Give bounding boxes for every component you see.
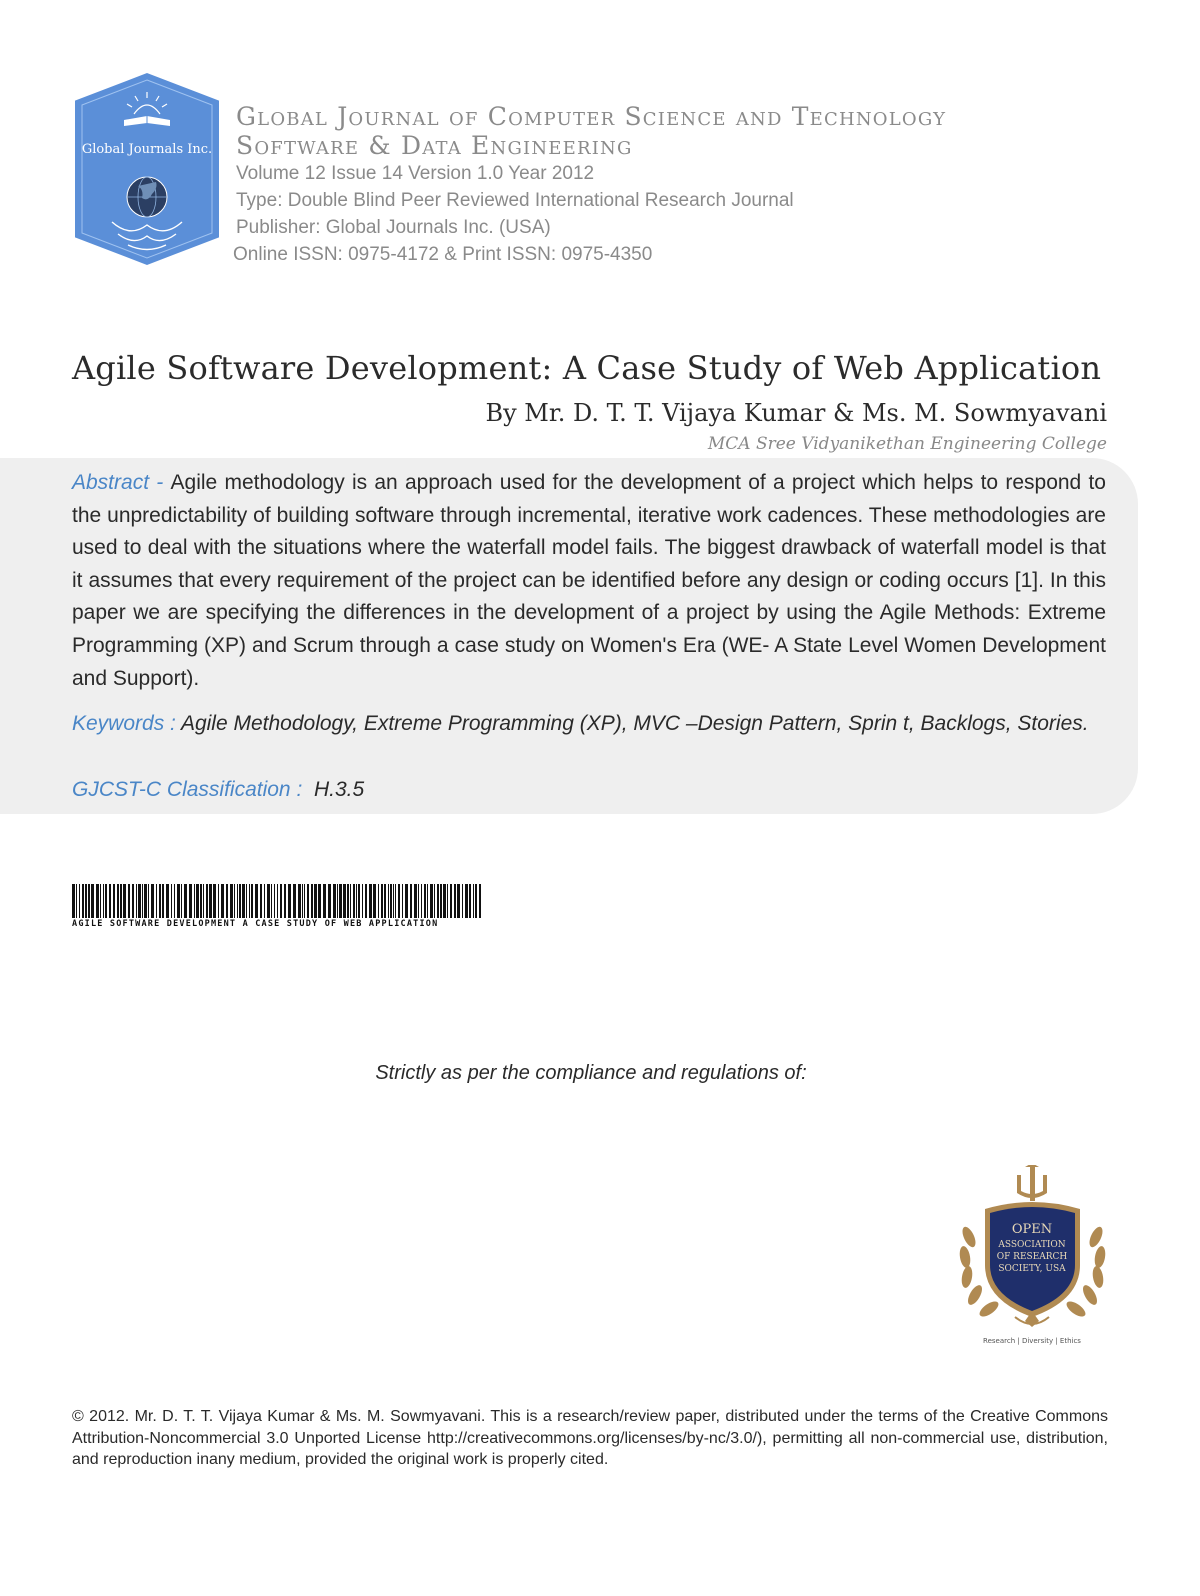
barcode-bar xyxy=(209,884,212,918)
barcode-bar xyxy=(79,884,80,918)
barcode-bar xyxy=(103,884,104,918)
barcode-text: AGILE SOFTWARE DEVELOPMENT A CASE STUDY OF WEB APPLICATION xyxy=(72,919,439,929)
keywords-text: Agile Methodology, Extreme Programming (XP), MVC –Design Pattern, Sprin t, Backlogs, Stories. xyxy=(180,712,1089,735)
barcode-bar xyxy=(311,884,313,918)
barcode-bar xyxy=(156,884,157,918)
barcode-bar xyxy=(350,884,351,918)
barcode-bar xyxy=(181,884,182,918)
barcode-bar xyxy=(151,884,154,918)
barcode-bar xyxy=(72,884,75,918)
barcode-bar xyxy=(76,884,77,918)
barcode-bar xyxy=(333,884,336,918)
barcode-bar xyxy=(249,884,250,918)
barcode-bar xyxy=(171,884,172,918)
barcode-bar xyxy=(174,884,175,918)
logo-shield-icon xyxy=(72,70,222,268)
barcode-bar xyxy=(378,884,379,918)
seal-line4: SOCIETY, USA xyxy=(998,1264,1066,1274)
license-text: © 2012. Mr. D. T. T. Vijaya Kumar & Ms. M. Sowmyavani. This is a research/review paper, distributed under the terms of the Creative Commons Attribution-Noncommercial 3.0 Unported License http://creativecommons.org/licenses/by-nc/3.0/), permitting all non-commercial use, distribution, and reproduction inany medium, provided the original work is properly cited. xyxy=(72,1408,1108,1468)
barcode-bar xyxy=(318,884,321,918)
abstract-label: Abstract - xyxy=(72,471,171,494)
barcode-bar xyxy=(475,884,477,918)
barcode-bar xyxy=(358,884,360,918)
barcode-bar xyxy=(465,884,468,918)
barcode-bar xyxy=(196,884,199,918)
keywords xyxy=(72,709,1106,738)
barcode-bar xyxy=(237,884,238,918)
barcode-bar xyxy=(148,884,149,918)
barcode-bar xyxy=(246,884,247,918)
barcode-bar xyxy=(405,884,408,918)
barcode-bar xyxy=(142,884,143,918)
barcode-bar xyxy=(213,884,216,918)
barcode-bar xyxy=(280,884,282,918)
barcode-bar xyxy=(177,884,180,918)
abstract xyxy=(72,467,1106,695)
barcode-bar xyxy=(457,884,460,918)
seal-emblem-icon xyxy=(955,1165,1110,1347)
barcode-bar xyxy=(307,884,309,918)
barcode-bar xyxy=(120,884,122,918)
barcode-bar xyxy=(343,884,346,918)
barcode-bar xyxy=(91,884,94,918)
abstract-text: Agile methodology is an approach used for the development of a project which helps to respond to the unpredictability of building software through incremental, iterative work cadences. These methodologies are used to deal with the situations where the waterfall model fails. The biggest drawback of waterfall model is that it assumes that every requirement of the project can be identified before any design or coding occurs [1]. In this paper we are specifying the differences in the development of a project by using the Agile Methods: Extreme Programming (XP) and Scrum through a case study on Women's Era (WE- A State Level Women Development and Support). xyxy=(72,471,1106,690)
barcode-bar xyxy=(414,884,417,918)
journal-volume: Volume 12 Issue 14 Version 1.0 Year 2012 xyxy=(236,163,595,184)
global-journals-logo xyxy=(72,70,222,268)
barcode-bar xyxy=(159,884,161,918)
barcode-bar xyxy=(390,884,392,918)
barcode-bar xyxy=(260,884,262,918)
barcode-bar xyxy=(132,884,134,918)
barcode-bar xyxy=(251,884,253,918)
barcode-bar xyxy=(395,884,396,918)
seal-line1: OPEN xyxy=(1011,1222,1053,1237)
barcode-bar xyxy=(356,884,357,918)
barcode-bar xyxy=(162,884,164,918)
journal-info xyxy=(233,102,947,268)
barcode-bar xyxy=(288,884,291,918)
barcode-bar xyxy=(271,884,272,918)
barcode-bar xyxy=(226,884,228,918)
barcode-bar xyxy=(450,884,452,918)
logo-text: Global Journals Inc. xyxy=(81,142,213,157)
barcode-bar xyxy=(302,884,303,918)
barcode-bar xyxy=(440,884,442,918)
barcode-bar xyxy=(267,884,270,918)
barcode-bar xyxy=(218,884,219,918)
barcode-bar xyxy=(113,884,115,918)
barcode-bar xyxy=(293,884,296,918)
barcode-bar xyxy=(203,884,204,918)
journal-type: Type: Double Blind Peer Reviewed International Research Journal xyxy=(236,190,794,211)
journal-publisher: Publisher: Global Journals Inc. (USA) xyxy=(236,217,551,238)
barcode-bar xyxy=(100,884,101,918)
barcode-bar xyxy=(424,884,426,918)
barcode-bar xyxy=(454,884,456,918)
barcode-bar xyxy=(347,884,349,918)
barcode-bar xyxy=(206,884,208,918)
barcode-bar xyxy=(427,884,428,918)
barcode-bar xyxy=(398,884,400,918)
barcode-bar xyxy=(117,884,119,918)
barcode-bar xyxy=(144,884,147,918)
paper-authors: By Mr. D. T. T. Vijaya Kumar & Ms. M. Sowmyavani xyxy=(485,399,1107,427)
barcode-bar xyxy=(353,884,355,918)
barcode-bar xyxy=(128,884,130,918)
barcode-bar xyxy=(123,884,126,918)
barcode-bar xyxy=(369,884,372,918)
compliance-note: Strictly as per the compliance and regulations of: xyxy=(375,1062,807,1084)
barcode-bar xyxy=(462,884,463,918)
barcode-bar xyxy=(96,884,99,918)
barcode-bar xyxy=(443,884,446,918)
barcode-bar xyxy=(234,884,235,918)
barcode-bar xyxy=(85,884,87,918)
barcode-bar xyxy=(284,884,286,918)
barcode-bar xyxy=(189,884,192,918)
barcode-bar xyxy=(479,884,481,918)
barcode-bar xyxy=(298,884,301,918)
barcode-bar xyxy=(138,884,141,918)
paper-affiliation: MCA Sree Vidyanikethan Engineering College xyxy=(707,434,1107,454)
keywords-label: Keywords : xyxy=(72,712,181,735)
open-association-seal xyxy=(955,1165,1110,1347)
barcode-bar xyxy=(88,884,90,918)
paper-title: Agile Software Development: A Case Study of Web Application xyxy=(72,349,1102,387)
seal-line2: ASSOCIATION xyxy=(998,1240,1066,1250)
barcode-bar xyxy=(339,884,342,918)
barcode-bar xyxy=(105,884,107,918)
barcode-bar xyxy=(421,884,422,918)
barcode-bar xyxy=(184,884,187,918)
barcode-bar xyxy=(362,884,363,918)
barcode-bar xyxy=(393,884,394,918)
barcode-bar xyxy=(242,884,245,918)
barcode-bar xyxy=(434,884,435,918)
seal-line3: OF RESEARCH xyxy=(996,1252,1068,1262)
barcode-bar xyxy=(437,884,439,918)
journal-title-line2: Software & Data Engineering xyxy=(236,131,633,160)
barcode-bar xyxy=(418,884,419,918)
barcode-bar xyxy=(277,884,278,918)
classification-label: GJCST-C Classification : xyxy=(72,778,309,801)
barcode-bar xyxy=(381,884,383,918)
barcode-bar xyxy=(323,884,326,918)
barcode-bar xyxy=(328,884,331,918)
barcode-bar xyxy=(194,884,195,918)
barcode-bar xyxy=(82,884,84,918)
barcode-bar xyxy=(239,884,241,918)
barcode-bar xyxy=(255,884,258,918)
barcode-bar xyxy=(314,884,317,918)
barcode-bar xyxy=(388,884,389,918)
barcode-bar xyxy=(264,884,265,918)
barcode-bar xyxy=(274,884,275,918)
barcode-bar xyxy=(221,884,224,918)
barcode-bar xyxy=(384,884,386,918)
barcode-bar xyxy=(402,884,403,918)
barcode-bar xyxy=(136,884,137,918)
barcode-bar xyxy=(230,884,233,918)
barcode-bar xyxy=(410,884,412,918)
classification xyxy=(72,778,364,802)
barcode-bar xyxy=(304,884,305,918)
barcode-bar xyxy=(109,884,111,918)
seal-motto: Research | Diversity | Ethics xyxy=(983,1337,1081,1345)
barcode-bar xyxy=(373,884,376,918)
barcode xyxy=(72,884,484,918)
barcode-bar xyxy=(447,884,448,918)
journal-issn: Online ISSN: 0975-4172 & Print ISSN: 0975-4350 xyxy=(233,244,653,265)
barcode-bar xyxy=(200,884,202,918)
barcode-bar xyxy=(473,884,474,918)
journal-title-line1: Global Journal of Computer Science and Technology xyxy=(236,102,947,131)
classification-value: H.3.5 xyxy=(313,778,365,801)
barcode-bar xyxy=(469,884,471,918)
barcode-bar xyxy=(337,884,338,918)
barcode-bar xyxy=(166,884,169,918)
barcode-bar xyxy=(365,884,367,918)
barcode-bar xyxy=(430,884,433,918)
